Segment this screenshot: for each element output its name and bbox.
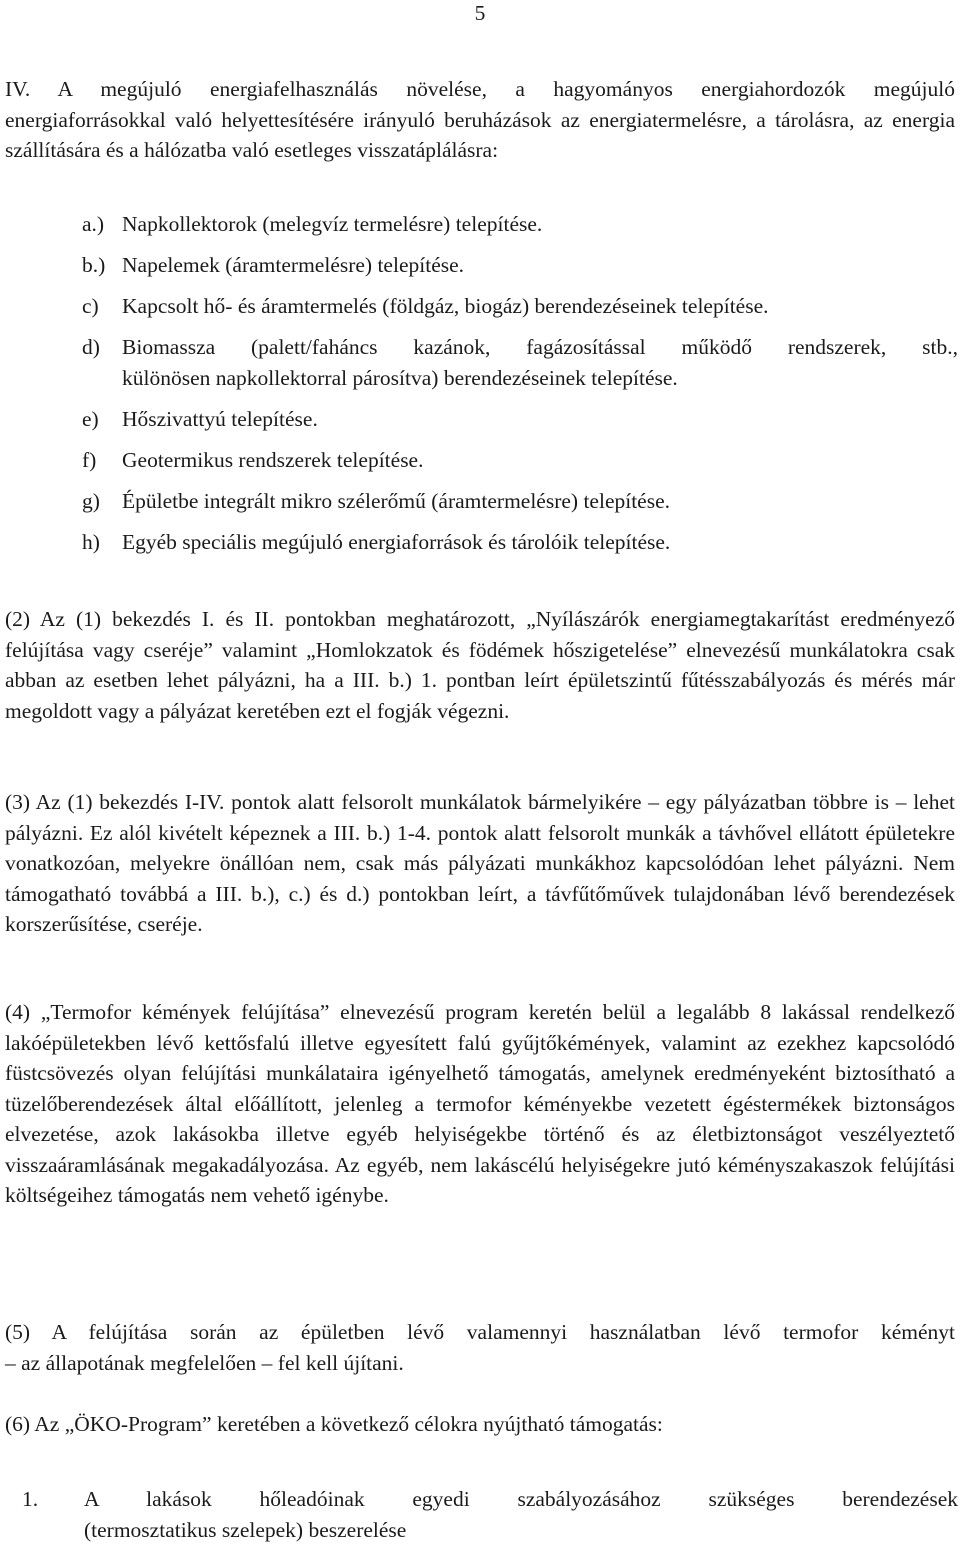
list-item-a	[82, 209, 958, 240]
paragraph-5-line2: – az állapotának megfelelően – fel kell újítani.	[5, 1350, 404, 1375]
section-heading-rest: energiaforrásokkal való helyettesítésére irányuló beruházások az energiatermelésre, a tárolásra, az energia szállítására és a hálózatba való esetleges visszatáplálásra:	[5, 107, 955, 162]
measures-list	[82, 209, 958, 557]
numbered-item-1	[22, 1484, 958, 1545]
paragraph-3: (3) Az (1) bekezdés I-IV. pontok alatt felsorolt munkálatok bármelyikére – egy pályázatban többre is – lehet pályázni. Ez alól kivételt képeznek a III. b.) 1-4. pontok alatt felsorolt munkák a távhővel ellátott épületekre vonatkozóan, melyekre önállóan nem, csak más pályázati munkákhoz kapcsolódóan lehet pályázni. Nem támogatható továbbá a III. b.), c.) és d.) pontokban leírt, a távfűtőművek tulajdonában lévő berendezések korszerűsítése, cseréje.	[5, 790, 955, 936]
list-item-marker: c)	[82, 294, 99, 318]
list-item-marker: e)	[82, 406, 99, 431]
list-item-c	[82, 291, 958, 322]
list-item-g	[82, 486, 958, 517]
list-item-text	[122, 332, 958, 393]
list-item-text: Hőszivattyú telepítése.	[122, 406, 318, 431]
page-number: 5	[474, 1, 486, 25]
list-item-marker: g)	[82, 488, 100, 513]
paragraph-4: (4) „Termofor kémények felújítása” elnevezésű program keretén belül a legalább 8 lakással rendelkező lakóépületekben lévő kettősfalú illetve egyesített falú gyűjtőkémények, valamint az ezekhez kapcsolódó füstcsövezés olyan felújítási munkálataira igényelhető támogatás, amelynek eredményeként biztosítható a tüzelőberendezések által előállított, jelenleg a termofor kéményekbe vezetett égéstermékek biztonságos elvezetése, azok lakásokba illetve egyéb helyiségekbe történő és az életbiztonságot veszélyeztető visszaáramlásának megakadályozása. Az egyéb, nem lakáscélú helyiségekre jutó kéményszakaszok felújítási költségeihez támogatás nem vehető igénybe.	[5, 1000, 955, 1207]
list-item-text-line1: Biomassza (palett/faháncs kazánok, fagázosítással működő rendszerek, stb.,	[122, 335, 958, 359]
list-item-text-line2: különösen napkollektorral párosítva) berendezéseinek telepítése.	[122, 365, 678, 390]
numbered-item-marker: 1.	[22, 1487, 39, 1511]
list-item-marker: f)	[82, 447, 97, 472]
list-item-text: Kapcsolt hő- és áramtermelés (földgáz, biogáz) berendezéseinek telepítése.	[122, 294, 769, 318]
list-item-text: Geotermikus rendszerek telepítése.	[122, 447, 424, 472]
paragraph-6: (6) Az „ÖKO-Program” keretében a következő célokra nyújtható támogatás:	[5, 1412, 663, 1436]
numbered-item-text-line1: A lakások hőleadóinak egyedi szabályozásához szükséges berendezések	[84, 1487, 958, 1511]
list-item-text: Egyéb speciális megújuló energiaforrások és tárolóik telepítése.	[122, 529, 671, 554]
list-item-text: Épületbe integrált mikro szélerőmű (áramtermelésre) telepítése.	[122, 488, 671, 513]
list-item-b	[82, 250, 958, 281]
list-item-text: Napkollektorok (melegvíz termelésre) telepítése.	[122, 212, 543, 236]
list-item-marker: a.)	[82, 212, 105, 236]
list-item-d	[82, 332, 958, 393]
paragraph-5	[5, 1317, 955, 1378]
list-item-marker: b.)	[82, 253, 106, 277]
section-heading-iv	[5, 74, 955, 166]
eco-program-list	[22, 1484, 958, 1545]
paragraph-5-line1: (5) A felújítása során az épületben lévő valamennyi használatban lévő termofor kéményt	[5, 1320, 955, 1344]
numbered-item-text-line2: (termosztatikus szelepek) beszerelése	[84, 1517, 407, 1542]
list-item-text: Napelemek (áramtermelésre) telepítése.	[122, 253, 465, 277]
list-item-f	[82, 445, 958, 476]
list-item-marker: d)	[82, 335, 100, 359]
section-heading-line1: IV. A megújuló energiafelhasználás növelése, a hagyományos energiahordozók megújuló	[5, 77, 955, 101]
list-item-h	[82, 527, 958, 558]
list-item-marker: h)	[82, 529, 100, 554]
list-item-e	[82, 404, 958, 435]
paragraph-2: (2) Az (1) bekezdés I. és II. pontokban meghatározott, „Nyílászárók energiamegtakarítást eredményező felújítása vagy cseréje” valamint „Homlokzatok és födémek hőszigetelése” elnevezésű munkálatokra csak abban az esetben lehet pályázni, ha a III. b.) 1. pontban leírt épületszintű fűtésszabályozás és mérés már megoldott vagy a pályázat keretében ezt el fogják végezni.	[5, 607, 955, 723]
